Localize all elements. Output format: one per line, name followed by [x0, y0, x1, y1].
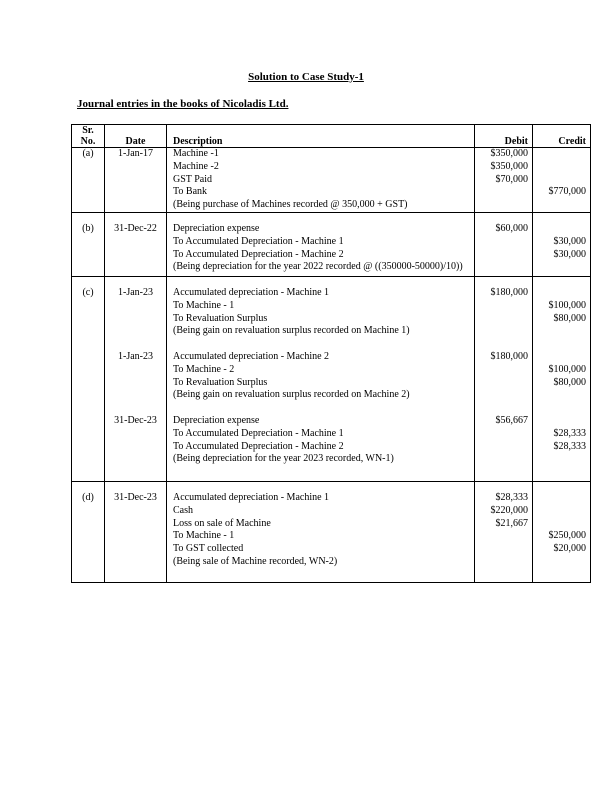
- journal-entry-row: [72, 148, 591, 213]
- entry-date: 1-Jan-17: [118, 148, 153, 159]
- entry-description-line: Depreciation expense: [173, 222, 260, 234]
- entry-credit-cell: [533, 481, 591, 582]
- entry-credit-amount: $30,000: [553, 235, 586, 247]
- entry-debit-amount: $180,000: [490, 286, 528, 298]
- entry-date: [105, 556, 166, 569]
- entry-credit-amount: [533, 148, 586, 161]
- entry-debit-amount: [475, 186, 528, 199]
- spacer: [105, 213, 166, 223]
- entry-description-cell: [167, 481, 475, 582]
- entry-description-line: (Being gain on revaluation surplus recorded on Machine 1): [173, 325, 410, 337]
- journal-entry-row: [72, 212, 591, 276]
- entry-sr-no: (b): [82, 222, 94, 234]
- spacer: [173, 402, 474, 415]
- entry-debit-amount: [475, 389, 528, 402]
- entry-description-line: (Being gain on revaluation surplus recorded on Machine 2): [173, 389, 410, 401]
- entry-date: [105, 199, 166, 212]
- header-date: Date: [105, 125, 167, 148]
- entry-sr-no: (a): [82, 148, 94, 159]
- spacer: [475, 482, 528, 492]
- entry-date: [105, 543, 166, 556]
- spacer: [173, 277, 474, 287]
- spacer: [475, 338, 528, 351]
- entry-sr-cell: [72, 212, 105, 276]
- entry-credit-amount: $770,000: [548, 186, 586, 198]
- entry-date: [105, 505, 166, 518]
- entry-credit-amount: [533, 325, 586, 338]
- entry-credit-amount: $20,000: [553, 543, 586, 555]
- entry-description-line: To Machine - 1: [173, 530, 235, 542]
- entry-description-line: GST Paid: [173, 173, 212, 185]
- entry-debit-cell: [475, 212, 533, 276]
- entry-date: [105, 300, 166, 313]
- entry-description-line: To Revaluation Surplus: [173, 312, 268, 324]
- spacer: [173, 482, 474, 492]
- entry-description-line: To Machine - 2: [173, 363, 235, 375]
- entry-debit-amount: $56,667: [495, 414, 528, 426]
- entry-date: [105, 453, 166, 466]
- entry-debit-amount: $220,000: [490, 504, 528, 516]
- entry-description-line: To Accumulated Depreciation - Machine 2: [173, 248, 344, 260]
- entry-credit-amount: [533, 287, 586, 300]
- entry-credit-amount: $80,000: [553, 376, 586, 388]
- entry-description-line: Accumulated depreciation - Machine 1: [173, 286, 330, 298]
- journal-entry-row: [72, 481, 591, 582]
- entry-date: [105, 325, 166, 338]
- entry-sr-cell: [72, 276, 105, 481]
- entry-debit-amount: [475, 313, 528, 326]
- spacer: [72, 213, 104, 223]
- entry-credit-amount: [533, 199, 586, 212]
- spacer: [475, 213, 528, 223]
- journal-table: [71, 124, 591, 583]
- entry-credit-amount: [533, 261, 586, 274]
- journal-entry-row: [72, 276, 591, 481]
- entry-date: [105, 364, 166, 377]
- entry-debit-amount: [475, 530, 528, 543]
- spacer: [533, 482, 586, 492]
- entry-date: [105, 441, 166, 454]
- entry-credit-cell: [533, 276, 591, 481]
- entry-description-line: Machine -2: [173, 160, 219, 172]
- spacer: [533, 402, 586, 415]
- entry-debit-amount: [475, 249, 528, 262]
- entry-debit-amount: [475, 377, 528, 390]
- entry-description-line: Cash: [173, 504, 193, 516]
- entry-description-cell: [167, 212, 475, 276]
- entry-credit-amount: [533, 518, 586, 531]
- entry-sr-cell: [72, 148, 105, 213]
- entry-sr-cell: [72, 481, 105, 582]
- entry-debit-amount: [475, 236, 528, 249]
- entry-debit-amount: [475, 325, 528, 338]
- entry-description-line: To Revaluation Surplus: [173, 376, 268, 388]
- entry-date: 1-Jan-23: [118, 286, 153, 298]
- entry-debit-amount: [475, 428, 528, 441]
- entry-credit-amount: $80,000: [553, 312, 586, 324]
- entry-description-line: (Being depreciation for the year 2022 recorded @ ((350000-50000)/10)): [173, 261, 463, 273]
- entry-date: 31-Dec-23: [114, 491, 157, 503]
- spacer: [533, 213, 586, 223]
- entry-debit-cell: [475, 276, 533, 481]
- entry-description-line: To Accumulated Depreciation - Machine 2: [173, 440, 344, 452]
- entry-date-cell: [105, 148, 167, 213]
- spacer: [72, 277, 104, 287]
- entry-date: [105, 518, 166, 531]
- spacer: [72, 482, 104, 492]
- entry-credit-amount: [533, 351, 586, 364]
- entry-credit-amount: $30,000: [553, 248, 586, 260]
- entry-credit-amount: [533, 415, 586, 428]
- entry-credit-amount: $250,000: [548, 530, 586, 542]
- entry-date: [105, 530, 166, 543]
- entry-sr-no: (d): [82, 491, 94, 503]
- spacer: [533, 277, 586, 287]
- entry-date: 31-Dec-23: [114, 414, 157, 426]
- entry-description-cell: [167, 148, 475, 213]
- entry-debit-amount: [475, 556, 528, 569]
- entry-sr-no: (c): [82, 286, 94, 298]
- entry-description-line: To Machine - 1: [173, 299, 235, 311]
- entry-date: 1-Jan-23: [118, 350, 153, 362]
- entry-date: [105, 186, 166, 199]
- entry-description-line: To GST collected: [173, 543, 244, 555]
- entry-date: [105, 389, 166, 402]
- entry-credit-cell: [533, 212, 591, 276]
- entry-credit-amount: [533, 492, 586, 505]
- entry-credit-amount: [533, 389, 586, 402]
- spacer: [475, 277, 528, 287]
- entry-debit-amount: [475, 300, 528, 313]
- spacer: [173, 213, 474, 223]
- entry-debit-amount: [475, 199, 528, 212]
- entry-date-cell: [105, 276, 167, 481]
- entry-credit-amount: [533, 556, 586, 569]
- entry-description-line: (Being purchase of Machines recorded @ 350,000 + GST): [173, 199, 408, 211]
- header-debit: Debit: [475, 125, 533, 148]
- entry-debit-amount: [475, 261, 528, 274]
- spacer: [105, 277, 166, 287]
- entry-debit-amount: $21,667: [495, 517, 528, 529]
- entry-debit-amount: $70,000: [495, 173, 528, 185]
- header-sr-no: [72, 125, 105, 148]
- entry-debit-amount: [475, 441, 528, 454]
- entry-credit-amount: $28,333: [553, 440, 586, 452]
- entry-description-line: (Being depreciation for the year 2023 recorded, WN-1): [173, 453, 394, 465]
- entry-description-cell: [167, 276, 475, 481]
- document-subtitle: Journal entries in the books of Nicoladis Ltd.: [77, 98, 289, 110]
- entry-date: [105, 236, 166, 249]
- entry-date: [105, 174, 166, 187]
- entry-description-line: Accumulated depreciation - Machine 1: [173, 491, 330, 503]
- entry-date: [105, 261, 166, 274]
- table-header-row: [72, 125, 591, 148]
- entry-date: [105, 249, 166, 262]
- entry-debit-amount: $60,000: [495, 222, 528, 234]
- entry-description-line: To Accumulated Depreciation - Machine 1: [173, 427, 344, 439]
- entry-debit-amount: [475, 364, 528, 377]
- entry-credit-amount: [533, 505, 586, 518]
- spacer: [475, 402, 528, 415]
- entry-description-line: To Accumulated Depreciation - Machine 1: [173, 235, 344, 247]
- header-sr-line1: Sr.: [82, 125, 94, 136]
- spacer: [105, 338, 166, 351]
- entry-description-line: (Being sale of Machine recorded, WN-2): [173, 555, 338, 567]
- entry-debit-amount: $180,000: [490, 350, 528, 362]
- entry-credit-amount: $100,000: [548, 299, 586, 311]
- entry-credit-amount: $100,000: [548, 363, 586, 375]
- spacer: [105, 482, 166, 492]
- spacer: [173, 338, 474, 351]
- entry-date: [105, 313, 166, 326]
- entry-description-line: Machine -1: [173, 148, 219, 159]
- header-credit: Credit: [533, 125, 591, 148]
- entry-credit-amount: [533, 174, 586, 187]
- entry-date: [105, 428, 166, 441]
- entry-debit-amount: $350,000: [490, 160, 528, 172]
- entry-credit-amount: $28,333: [553, 427, 586, 439]
- entry-debit-amount: [475, 453, 528, 466]
- entry-description-line: Accumulated depreciation - Machine 2: [173, 350, 330, 362]
- entry-description-line: Loss on sale of Machine: [173, 517, 271, 529]
- entry-debit-cell: [475, 148, 533, 213]
- entry-date: 31-Dec-22: [114, 222, 157, 234]
- entry-description-line: To Bank: [173, 186, 208, 198]
- entry-debit-amount: [475, 543, 528, 556]
- entry-credit-cell: [533, 148, 591, 213]
- entry-description-line: Depreciation expense: [173, 414, 260, 426]
- header-description: Description: [167, 125, 475, 148]
- spacer: [533, 338, 586, 351]
- document-title: Solution to Case Study-1: [248, 71, 364, 83]
- entry-date-cell: [105, 212, 167, 276]
- entry-credit-amount: [533, 453, 586, 466]
- entry-debit-cell: [475, 481, 533, 582]
- entry-credit-amount: [533, 161, 586, 174]
- entry-debit-amount: $350,000: [490, 148, 528, 159]
- header-sr-line2: No.: [80, 136, 96, 147]
- entry-credit-amount: [533, 223, 586, 236]
- entry-date-cell: [105, 481, 167, 582]
- entry-date: [105, 377, 166, 390]
- spacer: [105, 402, 166, 415]
- entry-debit-amount: $28,333: [495, 491, 528, 503]
- entry-date: [105, 161, 166, 174]
